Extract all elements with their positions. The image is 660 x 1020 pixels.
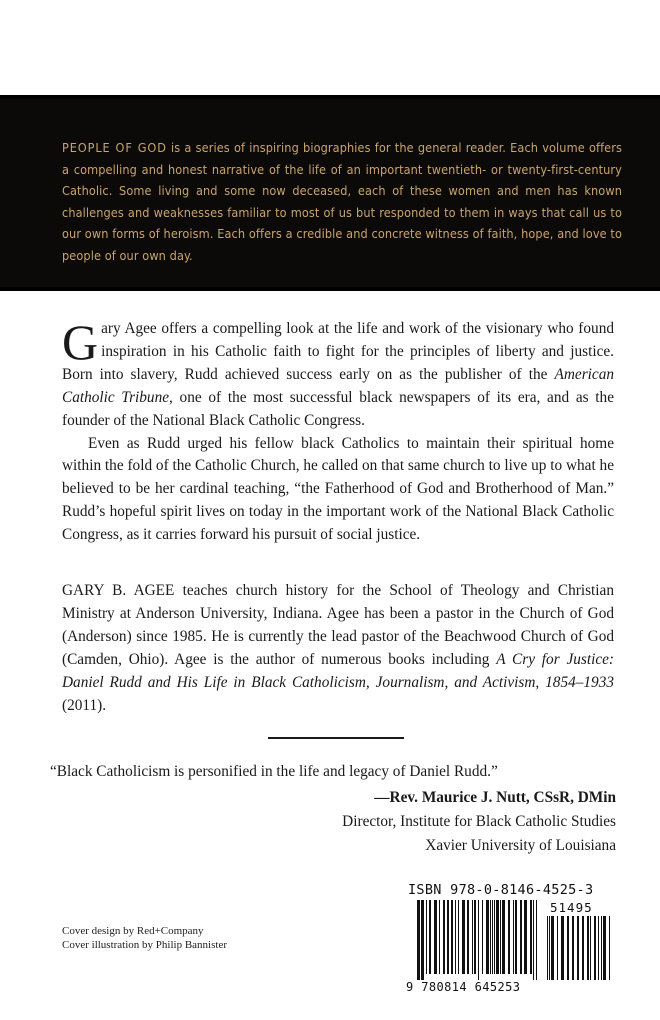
- cover-illustration-credit: Cover illustration by Philip Bannister: [62, 939, 227, 951]
- cover-credits: [62, 924, 227, 952]
- barcode-addon-digits: 51495: [550, 900, 593, 915]
- description-paragraph-2: Even as Rudd urged his fellow black Catholics to maintain their spiritual home within the fold of the Catholic Church, he called on that same church to live up to what he believed to be her cardinal teaching, “the Fatherhood of God and Brotherhood of Man.” Rudd’s hopeful spirit lives on today in the important work of the National Black Catholic Congress, as it carries forward his pursuit of social justice.: [62, 434, 614, 544]
- endorsement-attribution: [342, 786, 616, 858]
- endorsement-quote: “Black Catholicism is personified in the life and legacy of Daniel Rudd.”: [50, 763, 498, 780]
- endorser-institution: Xavier University of Louisiana: [425, 837, 616, 854]
- section-divider: [268, 737, 404, 739]
- author-bio-text-end: (2011).: [62, 696, 107, 714]
- series-description-band: [0, 95, 660, 291]
- description-text: ary Agee offers a compelling look at the life and work of the visionary who found inspiration in his Catholic faith to fight for the principles of liberty and justice. Born into slavery, Rudd achieved success early on as the publisher of the: [62, 320, 614, 383]
- barcode-digits: 9 780814 645253: [406, 980, 521, 994]
- cover-design-credit: Cover design by Red+Company: [62, 925, 204, 937]
- endorser-name: —Rev. Maurice J. Nutt, CSsR, DMin: [374, 789, 616, 806]
- isbn-label: ISBN 978-0-8146-4525-3: [408, 882, 594, 898]
- description-text: , one of the most successful black newspapers of its era, and as the founder of the National Black Catholic Congress.: [62, 388, 614, 429]
- author-bio: [62, 580, 614, 717]
- author-bio-text: GARY B. AGEE teaches church history for the School of Theology and Christian Ministry at Anderson University, Indiana. Agee has been a pastor in the Church of God (Anderson) since 1985. He is currently the lead pastor of the Beachwood Church of God (Camden, Ohio). Agee is the author of numerous books including: [62, 582, 614, 668]
- newspaper-title: American Catholic Tribune: [62, 365, 614, 406]
- endorser-role: Director, Institute for Black Catholic Studies: [342, 813, 616, 830]
- barcode: [405, 880, 615, 1000]
- series-name: PEOPLE OF GOD: [62, 140, 167, 155]
- series-description-text: is a series of inspiring biographies for the general reader. Each volume offers a compelling and honest narrative of the life of an important twentieth- or twenty-first-century Catholic. Some living and some now deceased, each of these women and men has known challenges and weaknesses familiar to most of us but responded to them in ways that call us to our own forms of heroism. Each offers a credible and concrete witness of faith, hope, and love to people of our own day.: [62, 140, 622, 263]
- drop-cap: G: [62, 314, 99, 370]
- author-bio-paragraph: [62, 580, 614, 717]
- book-description: [62, 314, 614, 547]
- author-book-title: A Cry for Justice: Daniel Rudd and His Life in Black Catholicism, Journalism, and Activism, 1854–1933: [62, 650, 615, 691]
- series-description: [62, 137, 622, 267]
- description-paragraph-1: [62, 314, 614, 433]
